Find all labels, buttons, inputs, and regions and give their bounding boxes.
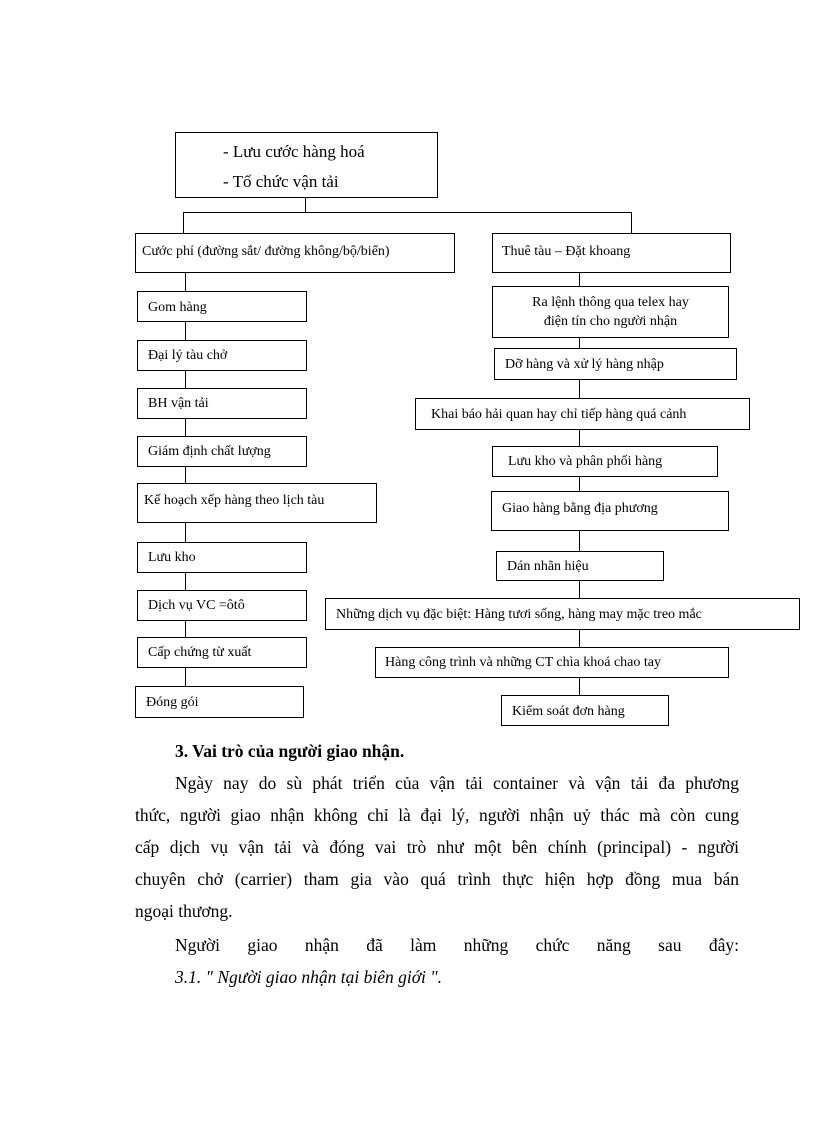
section-heading: 3. Vai trò của người giao nhận. [175, 741, 405, 761]
right-item-label: Kiểm soát đơn hàng [512, 704, 625, 719]
right-item-label: Hàng công trình và những CT chìa khoá chao tay [385, 655, 661, 670]
left-item-box [137, 590, 307, 621]
right-item-label: Lưu kho và phân phối hàng [508, 454, 663, 469]
right-item-label: Giao hàng bằng địa phương [502, 501, 658, 516]
paragraph-line: Ngày nay do sù phát triển của vận tải container và vận tải đa phương [175, 773, 739, 793]
connector-left-drop [183, 212, 184, 233]
right-item-box [375, 647, 729, 678]
left-header-box [135, 233, 455, 273]
left-item-label: Đóng gói [146, 695, 199, 710]
left-item-box [137, 291, 307, 322]
left-item-label: Đại lý tàu chở [148, 348, 228, 363]
left-item-label: BH vận tải [148, 396, 209, 411]
right-item-box [494, 348, 737, 380]
top-box-line-1: - Lưu cước hàng hoá [223, 142, 365, 161]
right-item-label: Những dịch vụ đặc biệt: Hàng tươi sống, hàng may mặc treo mắc [336, 607, 702, 622]
right-item-box [492, 446, 718, 477]
top-box [175, 132, 438, 198]
left-item-box [135, 686, 304, 718]
right-item-box [496, 551, 664, 581]
connector-left-spine [185, 272, 186, 687]
right-item-label: điện tín cho người nhận [543, 314, 678, 329]
right-item-box [501, 695, 669, 726]
right-item-label: Dán nhãn hiệu [507, 559, 589, 574]
left-item-box [137, 388, 307, 419]
connector-top-vertical [305, 197, 306, 212]
connector-horizontal-branch [183, 212, 632, 213]
right-header-box [492, 233, 731, 273]
left-item-label: Giám định chất lượng [148, 444, 271, 459]
subheading: 3.1. " Người giao nhận tại biên giới ". [175, 967, 443, 987]
left-item-box [137, 542, 307, 573]
left-item-label: Cấp chứng từ xuất [148, 645, 252, 660]
left-item-box [137, 340, 307, 371]
left-item-box [137, 637, 307, 668]
right-item-label: Dỡ hàng và xử lý hàng nhập [505, 357, 664, 372]
connector-right-drop [631, 212, 632, 233]
right-item-box [415, 398, 750, 430]
right-item-box [491, 491, 729, 531]
left-item-label: Gom hàng [148, 300, 207, 315]
top-box-line-2: - Tổ chức vận tải [223, 172, 339, 191]
functions-line: Người giao nhận đã làm những chức năng sau đây: [175, 935, 739, 955]
right-item-label: Khai báo hải quan hay chỉ tiếp hàng quá cảnh [431, 407, 687, 422]
left-item-box [137, 483, 377, 523]
left-item-label: Kế hoạch xếp hàng theo lịch tàu [144, 493, 325, 508]
right-item-label: Ra lệnh thông qua telex hay [532, 295, 689, 310]
right-item-box [325, 598, 800, 630]
left-item-box [137, 436, 307, 467]
paragraph-line: ngoại thương. [135, 901, 233, 921]
left-item-label: Dịch vụ VC =ôtô [148, 598, 245, 613]
paragraph-line: cấp dịch vụ vận tải và đóng vai trò như một bên chính (principal) - người [135, 837, 739, 857]
right-header-label: Thuê tàu – Đặt khoang [502, 244, 631, 259]
left-header-label: Cước phí (đường sắt/ đường không/bộ/biển) [142, 244, 390, 259]
paragraph-line: thức, người giao nhận không chỉ là đại lý, người nhận uỷ thác mà còn cung [135, 805, 739, 825]
left-item-label: Lưu kho [148, 550, 196, 565]
paragraph-line: chuyên chở (carrier) tham gia vào quá trình thực hiện hợp đồng mua bán [135, 869, 739, 889]
right-item-box [492, 286, 729, 338]
